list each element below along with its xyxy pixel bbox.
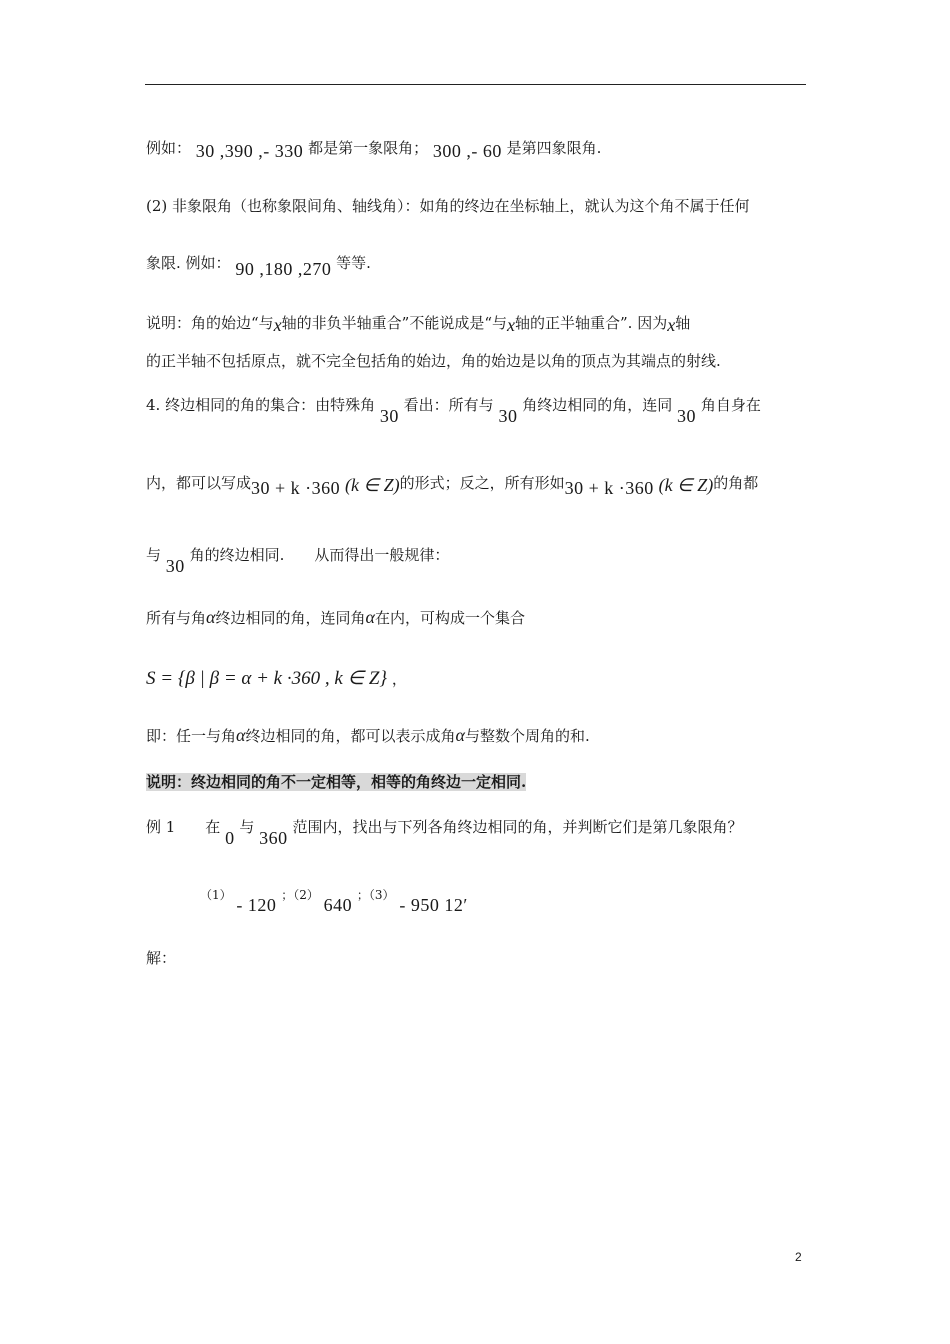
- line-1: [146, 137, 602, 161]
- line-15: [146, 948, 176, 968]
- text: 说明：角的始边“与: [146, 314, 274, 332]
- math-alpha: α: [236, 725, 246, 745]
- text: 在内，可构成一个集合: [374, 609, 525, 627]
- page-number: 2: [795, 1250, 802, 1264]
- math: 30 ,390 ,- 330: [195, 141, 304, 161]
- text: 4. 终边相同的角的集合：由特殊角: [146, 396, 376, 414]
- math-x: x: [273, 315, 282, 335]
- line-12: [146, 772, 526, 792]
- text: 的形式；反之，所有形如: [399, 474, 565, 492]
- line-13: [146, 816, 743, 848]
- math: 0: [225, 828, 235, 848]
- line-11: [146, 725, 590, 746]
- text: 终边相同的角，都可以表示成角: [245, 727, 456, 745]
- math-alpha: α: [206, 607, 216, 627]
- line-6: [146, 394, 761, 426]
- text: ；（2）: [281, 888, 319, 902]
- math: (k ∈ Z): [658, 475, 714, 495]
- text: 等等.: [336, 254, 371, 272]
- line-2: [146, 196, 750, 216]
- text: 的正半轴不包括原点，就不完全包括角的始边，角的始边是以角的顶点为其端点的射线.: [146, 352, 721, 370]
- math: 30 + k ·360: [564, 478, 654, 498]
- text: 象限. 例如：: [146, 254, 231, 272]
- text: 轴: [675, 314, 691, 332]
- text: 即：任一与角: [146, 727, 237, 745]
- text: ，: [391, 670, 407, 688]
- math: 30: [379, 406, 399, 426]
- text: ；（3）: [356, 888, 395, 902]
- text: 角终边相同的角，连同: [522, 396, 673, 414]
- math: 90 ,180 ,270: [235, 259, 332, 279]
- text: 与: [146, 546, 162, 564]
- math: 30: [498, 406, 518, 426]
- text: 与: [239, 818, 255, 836]
- text: (2) 非象限角（也称象限间角、轴线角）：如角的终边在坐标轴上，就认为这个角不属于任何: [146, 197, 750, 215]
- text: 内，都可以写成: [146, 474, 252, 492]
- text: 轴的正半轴重合”. 因为: [515, 314, 668, 332]
- math: 300 ,- 60: [432, 141, 502, 161]
- text: 例如：: [146, 139, 192, 157]
- text: 的角都: [713, 474, 759, 492]
- text: 解：: [146, 949, 177, 967]
- line-5: [146, 351, 721, 371]
- line-3: [146, 252, 371, 279]
- math-alpha: α: [365, 607, 375, 627]
- line-9: [146, 607, 525, 628]
- text: 轴的非负半轴重合”不能说成是“与: [281, 314, 508, 332]
- line-8: [146, 544, 450, 576]
- text: 看出：所有与: [403, 396, 494, 414]
- text: 角的终边相同. 从而得出一般规律：: [189, 546, 450, 564]
- text: 与整数个周角的和.: [464, 727, 590, 745]
- math: 30 + k ·360: [251, 478, 341, 498]
- text: 是第四象限角.: [506, 139, 602, 157]
- line-14: [200, 883, 468, 915]
- text: 终边相同的角，连同角: [215, 609, 366, 627]
- text: 所有与角: [146, 609, 207, 627]
- math: - 950 12′: [399, 895, 468, 915]
- math: (k ∈ Z): [344, 475, 400, 495]
- text: 范围内，找出与下列各角终边相同的角，并判断它们是第几象限角？: [292, 818, 743, 836]
- math: - 120: [236, 895, 277, 915]
- math: 30: [165, 556, 185, 576]
- text: 例 1 在: [146, 818, 221, 836]
- text: （1）: [200, 888, 232, 902]
- line-7: [146, 472, 759, 498]
- math: 30: [677, 406, 697, 426]
- header-rule: [145, 84, 806, 85]
- math: 360: [259, 828, 288, 848]
- text: 角自身在: [700, 396, 761, 414]
- set-formula: S = {β | β = α + k ·360 , k ∈ Z}: [146, 668, 388, 689]
- highlighted-note: 说明：终边相同的角不一定相等，相等的角终边一定相同.: [146, 773, 527, 791]
- line-10: [146, 669, 407, 689]
- text: 都是第一象限角；: [308, 139, 429, 157]
- math: 640: [323, 895, 353, 915]
- math-x: x: [667, 315, 676, 335]
- math-x: x: [507, 315, 516, 335]
- math-alpha: α: [455, 725, 465, 745]
- line-4: [146, 312, 690, 333]
